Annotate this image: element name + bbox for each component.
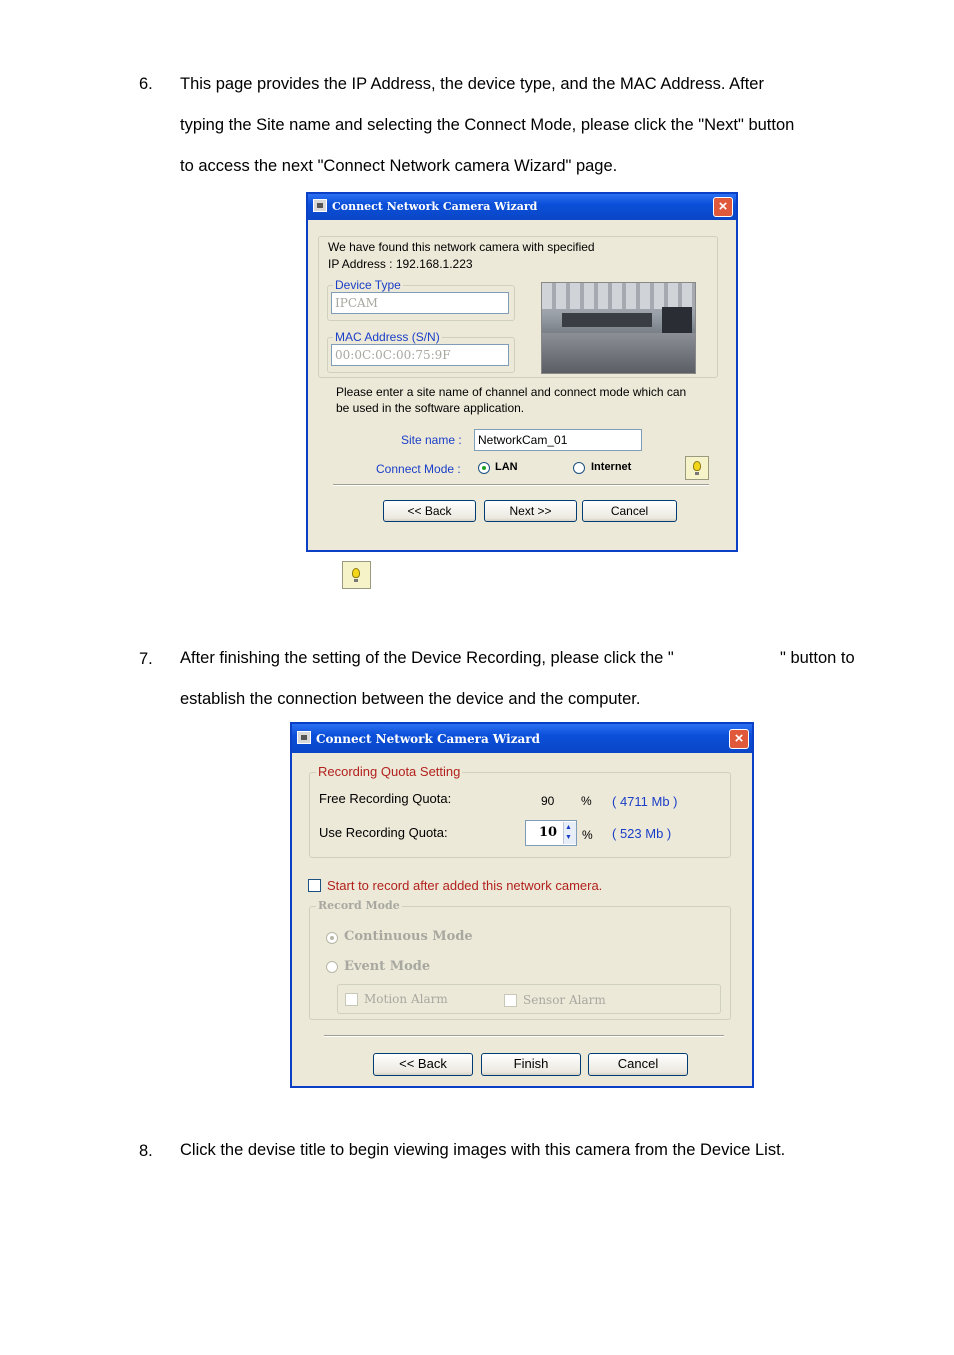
lightbulb-icon-standalone <box>342 561 371 589</box>
quota-group-label: Recording Quota Setting <box>318 764 461 779</box>
back-button[interactable]: << Back <box>373 1053 473 1076</box>
next-button[interactable]: Next >> <box>484 500 577 522</box>
step-7-number: 7. <box>139 650 153 668</box>
dialog-2-separator <box>324 1035 724 1037</box>
device-type-field: IPCAM <box>331 292 509 314</box>
device-type-label: Device Type <box>335 278 401 292</box>
lan-radio[interactable] <box>478 462 490 474</box>
chevron-up-icon[interactable]: ▲ <box>565 824 572 831</box>
use-quota-mb: ( 523 Mb ) <box>612 826 672 841</box>
camera-wizard-icon <box>313 199 327 212</box>
connect-wizard-dialog-1 <box>306 192 738 552</box>
step-6-line-3: to access the next "Connect Network camera Wizard" page. <box>180 157 618 175</box>
lan-label: LAN <box>495 461 518 473</box>
dialog-1-titlebar[interactable] <box>308 194 736 220</box>
use-quota-label: Use Recording Quota: <box>319 825 448 840</box>
event-mode-label: Event Mode <box>344 959 431 974</box>
close-icon[interactable]: × <box>729 729 749 749</box>
use-quota-percent: % <box>582 828 593 842</box>
camera-wizard-icon <box>297 731 311 744</box>
free-quota-label: Free Recording Quota: <box>319 791 452 806</box>
continuous-mode-radio[interactable] <box>326 932 338 944</box>
site-name-input[interactable]: NetworkCam_01 <box>474 429 642 451</box>
step-7-line-2: establish the connection between the device and the computer. <box>180 690 641 708</box>
quota-spin-buttons[interactable] <box>563 822 576 844</box>
use-quota-value: 10 <box>539 825 558 840</box>
step-6-number: 6. <box>139 75 153 93</box>
lightbulb-glass <box>693 461 701 471</box>
lightbulb-base <box>695 472 699 475</box>
camera-preview-image <box>541 282 696 374</box>
lightbulb-icon[interactable] <box>685 456 709 480</box>
start-record-checkbox[interactable] <box>308 879 321 892</box>
mac-address-field: 00:0C:0C:00:75:9F <box>331 344 509 366</box>
connect-mode-label: Connect Mode : <box>376 462 461 476</box>
quota-group <box>309 772 731 858</box>
step-6-text <box>180 64 900 187</box>
use-quota-stepper[interactable] <box>525 820 577 846</box>
back-button[interactable]: << Back <box>383 500 476 522</box>
lightbulb-glass <box>352 568 360 578</box>
connect-wizard-dialog-2 <box>290 722 754 1088</box>
site-name-label: Site name : <box>401 433 462 447</box>
found-line-2: IP Address : 192.168.1.223 <box>328 257 473 271</box>
close-icon[interactable]: × <box>713 197 733 217</box>
step-6-line-2: typing the Site name and selecting the Connect Mode, please click the "Next" button <box>180 116 795 134</box>
step-7-line-1a: After finishing the setting of the Device Recording, please click the " <box>180 649 674 667</box>
continuous-mode-label: Continuous Mode <box>344 929 473 944</box>
instruction-line-1: Please enter a site name of channel and connect mode which can <box>336 385 687 399</box>
sensor-alarm-label: Sensor Alarm <box>523 993 606 1007</box>
dialog-2-title: Connect Network Camera Wizard <box>316 732 541 746</box>
cancel-button[interactable]: Cancel <box>582 500 677 522</box>
internet-label: Internet <box>591 461 632 473</box>
free-quota-percent: % <box>581 794 592 808</box>
start-record-label: Start to record after added this network camera. <box>327 878 603 893</box>
step-8-line-1: Click the devise title to begin viewing images with this camera from the Device List. <box>180 1141 786 1159</box>
free-quota-value: 90 <box>541 794 555 808</box>
dialog-2-titlebar[interactable] <box>292 724 752 753</box>
dialog-1-title: Connect Network Camera Wizard <box>332 200 538 213</box>
motion-alarm-label: Motion Alarm <box>364 992 448 1006</box>
event-mode-radio[interactable] <box>326 961 338 973</box>
mac-address-label: MAC Address (S/N) <box>335 330 440 344</box>
cancel-button[interactable]: Cancel <box>588 1053 688 1076</box>
found-line-1: We have found this network camera with specified <box>328 240 595 254</box>
finish-button[interactable]: Finish <box>481 1053 581 1076</box>
record-mode-label: Record Mode <box>318 899 400 912</box>
instruction-line-2: be used in the software application. <box>336 401 525 415</box>
dialog-1-separator <box>333 484 709 486</box>
step-8-number: 8. <box>139 1142 153 1160</box>
step-6-line-1: This page provides the IP Address, the device type, and the MAC Address. After <box>180 75 764 93</box>
sensor-alarm-checkbox[interactable] <box>504 994 517 1007</box>
step-7-line-1b: " button to <box>780 649 855 667</box>
internet-radio[interactable] <box>573 462 585 474</box>
chevron-down-icon[interactable]: ▼ <box>565 834 572 841</box>
motion-alarm-checkbox[interactable] <box>345 993 358 1006</box>
lightbulb-base <box>354 579 358 582</box>
free-quota-mb: ( 4711 Mb ) <box>612 794 678 809</box>
